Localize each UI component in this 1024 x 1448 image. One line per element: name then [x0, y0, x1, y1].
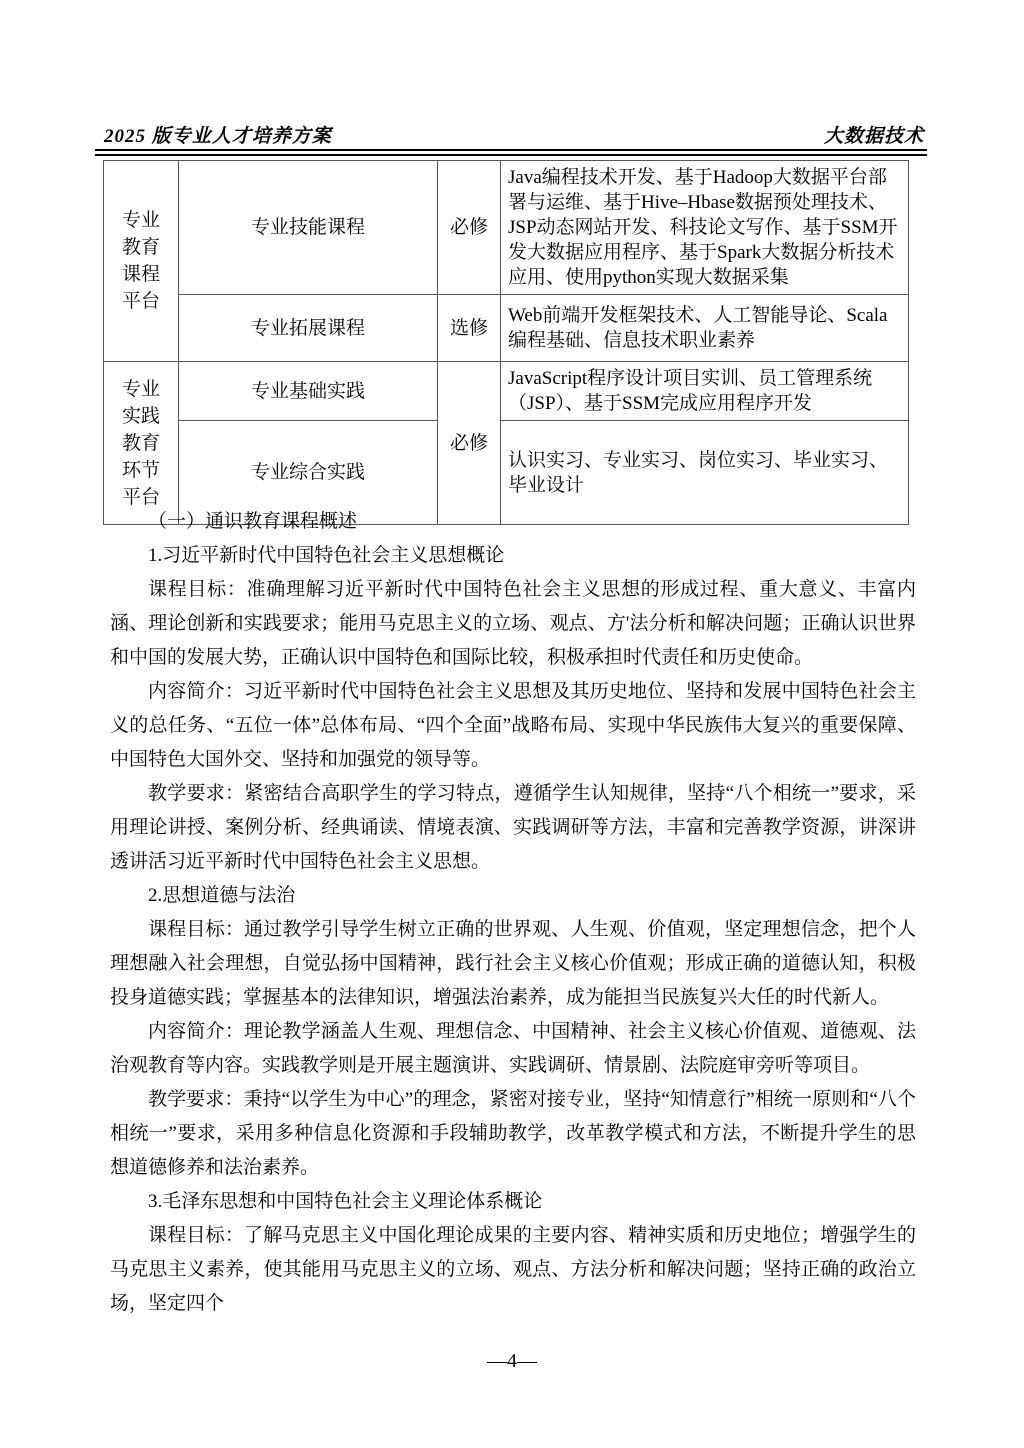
course-heading-xi-thought: 1.习近平新时代中国特色社会主义思想概论: [148, 545, 505, 566]
running-header: [104, 121, 924, 148]
doc-paragraph: 内容简介：理论教学涵盖人生观、理想信念、中国精神、社会主义核心价值观、道德观、法治观教育等内容。实践教学则是开展主题演讲、实践调研、情景剧、法院庭审旁听等项目。: [110, 1021, 916, 1076]
course-name-cell: 专业基础实践: [179, 362, 438, 421]
platform-label: 专业实践教育环节平台: [122, 378, 161, 508]
doc-paragraph: 教学要求：紧密结合高职学生的学习特点，遵循学生认知规律，坚持“八个相统一”要求，采用理论讲授、案例分析、经典诵读、情境表演、实践调研等方法，丰富和完善教学资源，讲深讲透讲活习近平新时代中国特色社会主义思想。: [110, 783, 916, 872]
course-name-cell: 专业拓展课程: [179, 295, 438, 362]
doc-paragraph: 教学要求：秉持“以学生为中心”的理念，紧密对接专业，坚持“知情意行”相统一原则和“八个相统一”要求，采用多种信息化资源和手段辅助教学，改革教学模式和方法，不断提升学生的思想道德修养和法治素养。: [110, 1089, 916, 1178]
header-right-title: 大数据技术: [823, 126, 924, 147]
table-row: [104, 295, 909, 362]
doc-paragraph: 课程目标：准确理解习近平新时代中国特色社会主义思想的形成过程、重大意义、丰富内涵、理论创新和实践要求；能用马克思主义的立场、观点、方'法分析和解决问题；正确认识世界和中国的发展大势，正确认识中国特色和国际比较，积极承担时代责任和历史使命。: [110, 579, 916, 668]
doc-paragraph: 课程目标：通过教学引导学生树立正确的世界观、人生观、价值观，坚定理想信念，把个人理想融入社会理想，自觉弘扬中国精神，践行社会主义核心价值观；形成正确的道德认知，积极投身道德实践；掌握基本的法律知识，增强法治素养，成为能担当民族复兴大任的时代新人。: [110, 919, 916, 1008]
course-name-cell: 专业技能课程: [179, 161, 438, 295]
header-double-rule: [95, 149, 927, 156]
platform-cell-education: [104, 161, 179, 362]
course-type-cell: 必修: [438, 362, 501, 525]
course-content-cell: Java编程技术开发、基于Hadoop大数据平台部署与运维、基于Hive–Hbase数据预处理技术、JSP动态网站开发、科技论文写作、基于SSM开发大数据应用程序、基于Spark大数据分析技术应用、使用python实现大数据采集: [501, 161, 909, 295]
platform-label: 专业教育课程平台: [122, 210, 161, 312]
page-footer: [0, 1350, 1024, 1373]
platform-cell-practice: [104, 362, 179, 525]
table-row: [104, 161, 909, 295]
course-type-cell: 必修: [438, 161, 501, 295]
course-content-cell: JavaScript程序设计项目实训、员工管理系统（JSP）、基于SSM完成应用程序开发: [501, 362, 909, 421]
course-heading-morality-law: 2.思想道德与法治: [148, 885, 296, 906]
course-name-cell: 专业综合实践: [179, 421, 438, 525]
doc-paragraph: 内容简介：习近平新时代中国特色社会主义思想及其历史地位、坚持和发展中国特色社会主义的总任务、“五位一体”总体布局、“四个全面”战略布局、实现中华民族伟大复兴的重要保障、中国特色大国外交、坚持和加强党的领导等。: [110, 681, 916, 770]
course-content-cell: 认识实习、专业实习、岗位实习、毕业实习、毕业设计: [501, 421, 909, 525]
doc-paragraph: 课程目标：了解马克思主义中国化理论成果的主要内容、精神实质和历史地位；增强学生的马克思主义素养，使其能用马克思主义的立场、观点、方法分析和解决问题；坚持正确的政治立场，坚定四个: [110, 1225, 916, 1314]
course-heading-mao-thought: 3.毛泽东思想和中国特色社会主义理论体系概论: [148, 1191, 543, 1212]
course-content-cell: Web前端开发框架技术、人工智能导论、Scala编程基础、信息技术职业素养: [501, 295, 909, 362]
table-row: [104, 362, 909, 421]
section-heading-general-education: （一）通识教育课程概述: [148, 511, 358, 532]
header-left-title: 2025 版专业人才培养方案: [104, 126, 332, 147]
page-number: —4—: [487, 1350, 537, 1372]
curriculum-table: [103, 160, 909, 525]
course-type-cell: 选修: [438, 295, 501, 362]
document-body: [110, 505, 916, 1321]
